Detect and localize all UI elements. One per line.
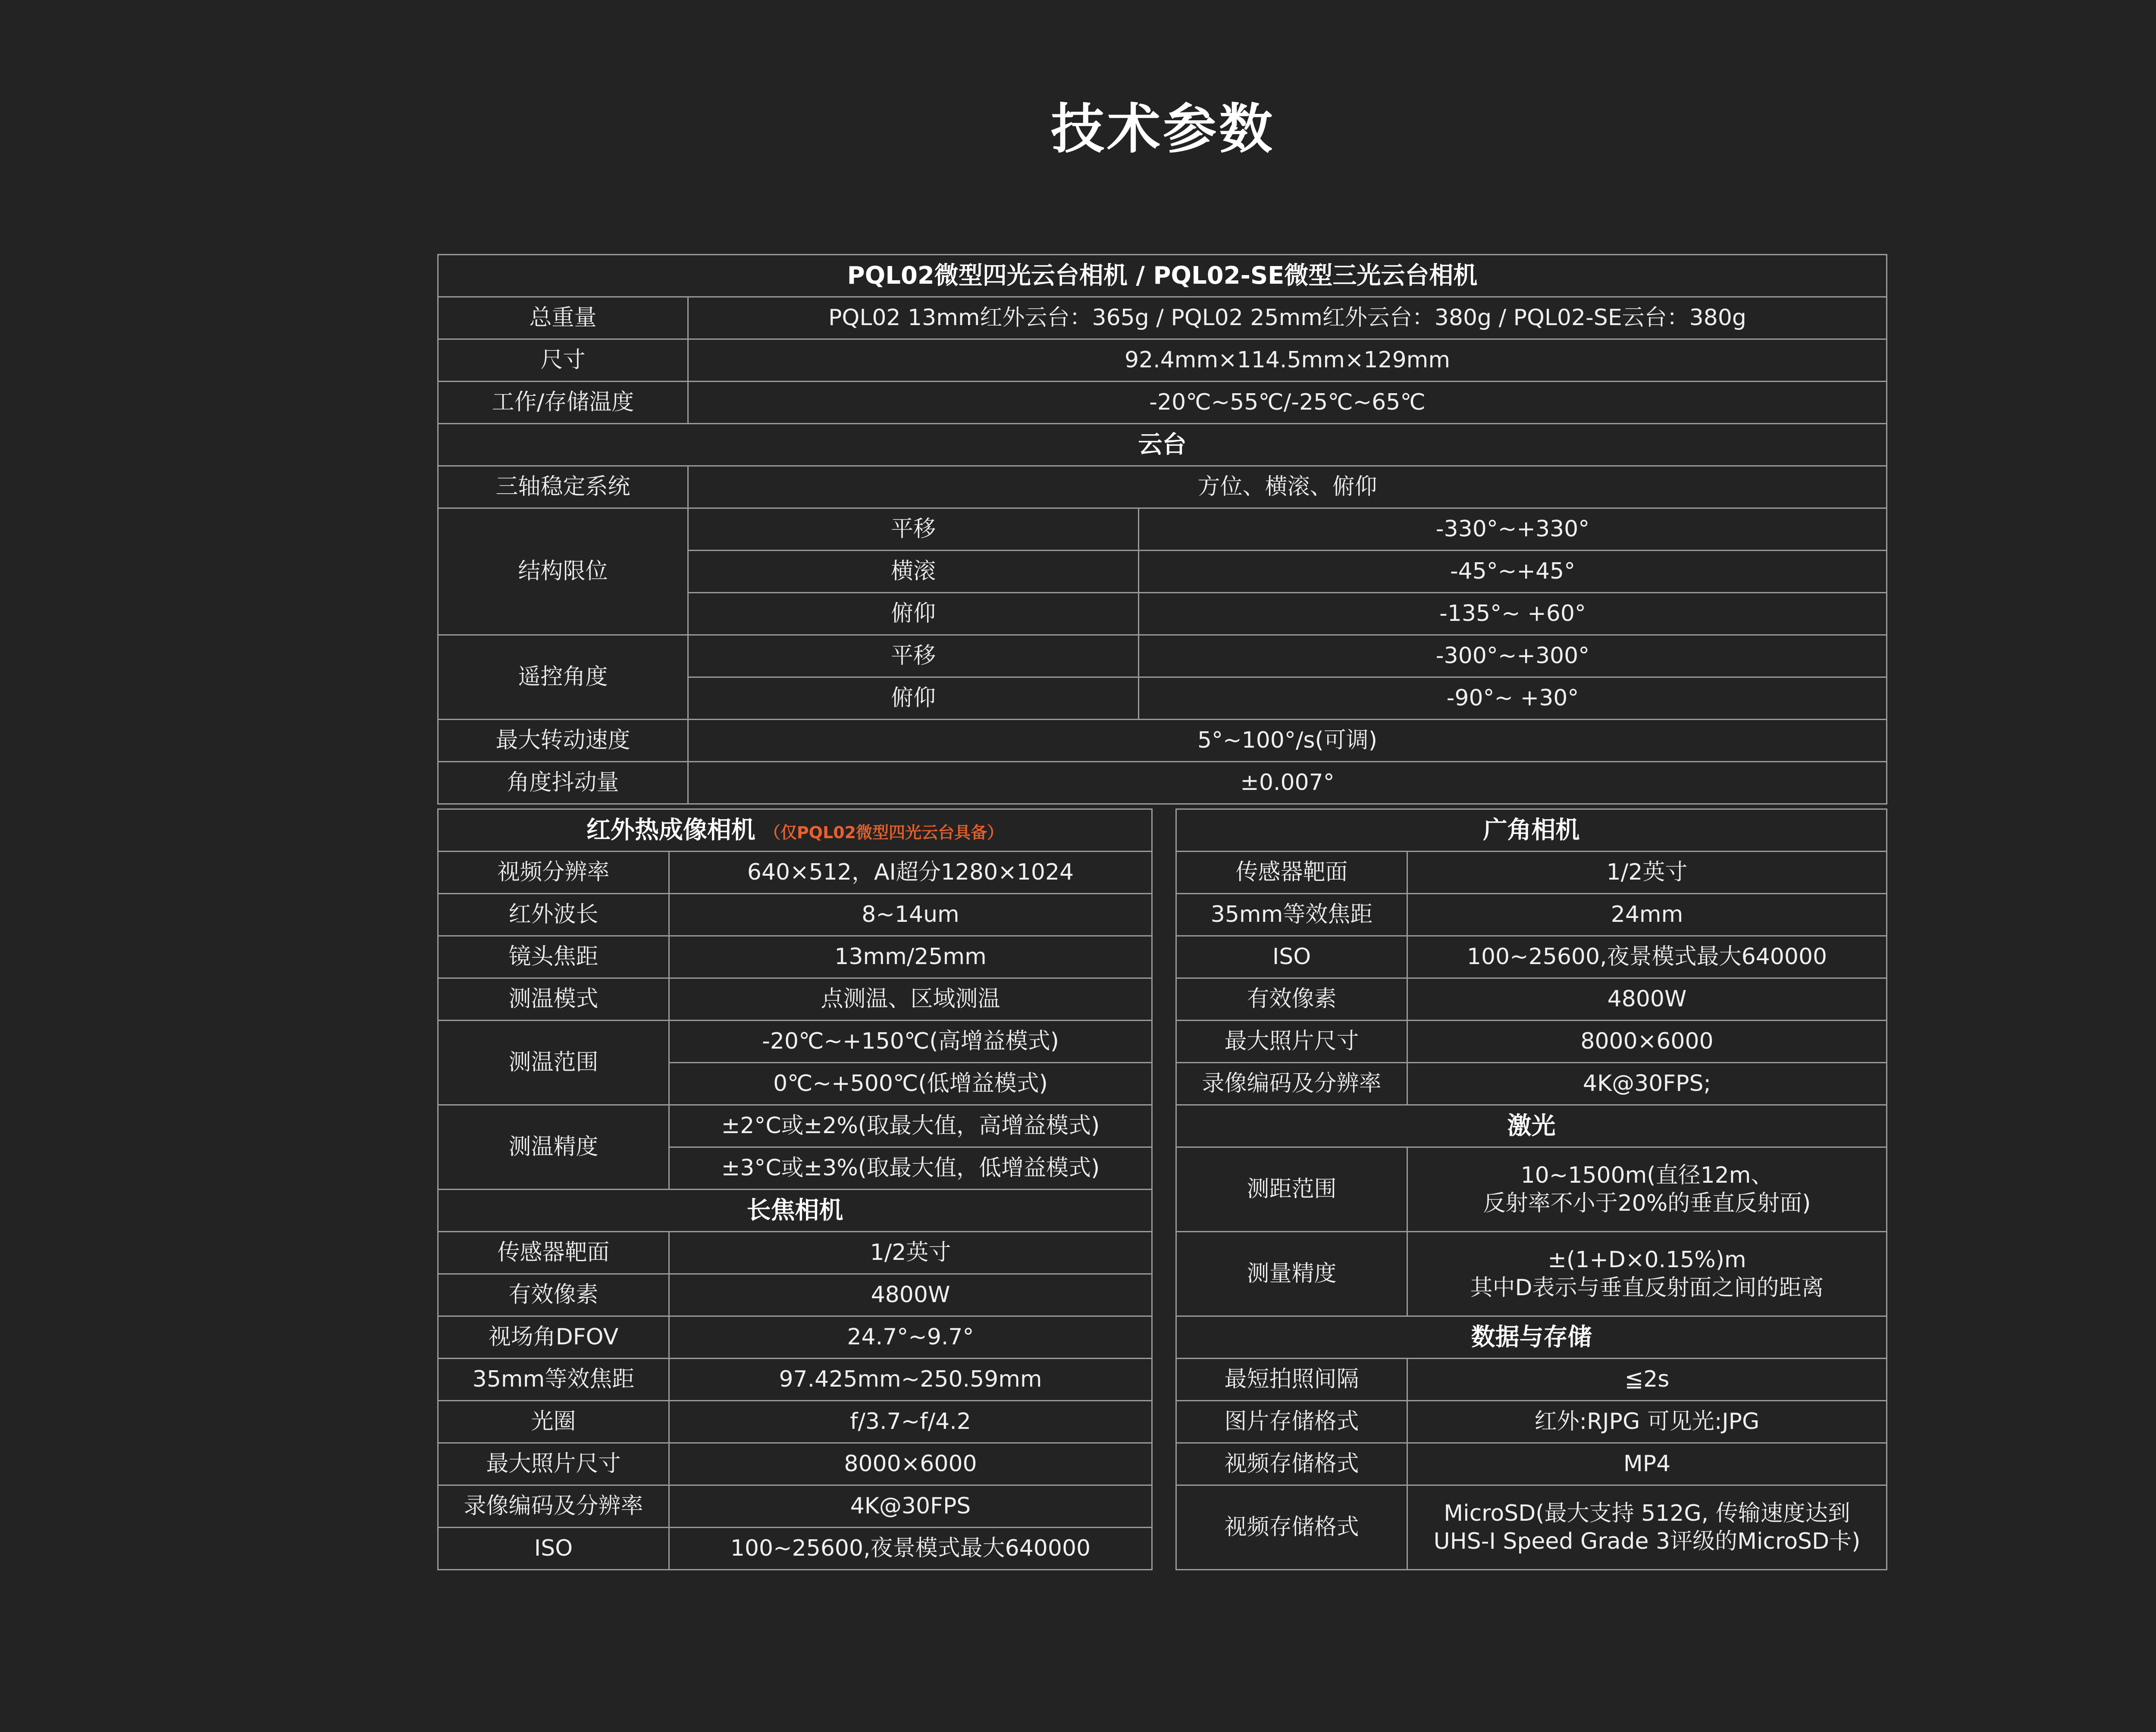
spec-label: 最大照片尺寸 <box>438 1443 669 1485</box>
spec-label: 镜头焦距 <box>438 936 669 978</box>
spec-value: 1/2英寸 <box>1407 852 1887 894</box>
spec-value: ±2°C或±2%(取最大值，高增益模式) <box>669 1105 1152 1147</box>
section-header-gimbal: 云台 <box>438 424 1887 466</box>
spec-label: 35mm等效焦距 <box>1176 894 1407 936</box>
table-row <box>1176 978 1887 1021</box>
spec-label: 测距范围 <box>1176 1147 1407 1232</box>
table-row <box>438 635 1887 677</box>
table-row <box>438 1359 1152 1401</box>
spec-label: 录像编码及分辨率 <box>1176 1063 1407 1105</box>
spec-label: 传感器靶面 <box>438 1232 669 1274</box>
spec-value: -330°~+330° <box>1139 508 1887 551</box>
spec-sub-label: 平移 <box>688 508 1139 551</box>
spec-value: 640×512，AI超分1280×1024 <box>669 852 1152 894</box>
table-row <box>438 1528 1152 1570</box>
spec-value: 8000×6000 <box>1407 1021 1887 1063</box>
spec-value: 4800W <box>1407 978 1887 1021</box>
spec-value <box>1407 1147 1887 1232</box>
table-row <box>1176 1485 1887 1570</box>
section-header-storage: 数据与存储 <box>1176 1316 1887 1359</box>
spec-sub-label: 俯仰 <box>688 677 1139 720</box>
table-row <box>438 255 1887 297</box>
spec-label: 视频存储格式 <box>1176 1485 1407 1570</box>
table-row <box>438 508 1887 551</box>
spec-value: -135°~ +60° <box>1139 593 1887 635</box>
spec-value <box>1407 1485 1887 1570</box>
table-row <box>1176 1316 1887 1359</box>
spec-value: -45°~+45° <box>1139 551 1887 593</box>
spec-value: 8000×6000 <box>669 1443 1152 1485</box>
spec-value <box>1407 1232 1887 1316</box>
spec-label: 视场角DFOV <box>438 1316 669 1359</box>
table-row <box>1176 1147 1887 1232</box>
spec-value: 4800W <box>669 1274 1152 1316</box>
spec-value: 点测温、区域测温 <box>669 978 1152 1021</box>
spec-value: 13mm/25mm <box>669 936 1152 978</box>
spec-value: 1/2英寸 <box>669 1232 1152 1274</box>
spec-value: 8~14um <box>669 894 1152 936</box>
spec-value: ≦2s <box>1407 1359 1887 1401</box>
table-row <box>438 1443 1152 1485</box>
spec-label-max-speed: 最大转动速度 <box>438 720 688 762</box>
spec-value-max-speed: 5°~100°/s(可调) <box>688 720 1887 762</box>
spec-value-line: 10~1500m(直径12m、 <box>1520 1162 1774 1188</box>
thermal-title: 红外热成像相机 <box>586 816 755 844</box>
spec-value-axes: 方位、横滚、俯仰 <box>688 466 1887 508</box>
table-row <box>1176 809 1887 852</box>
spec-label-jitter: 角度抖动量 <box>438 762 688 804</box>
table-row <box>438 978 1152 1021</box>
spec-label: 测温范围 <box>438 1021 669 1105</box>
section-header-thermal <box>438 809 1152 852</box>
table-row <box>1176 936 1887 978</box>
spec-value: MP4 <box>1407 1443 1887 1485</box>
spec-label: ISO <box>1176 936 1407 978</box>
spec-label: 视频分辨率 <box>438 852 669 894</box>
thermal-note: （仅PQL02微型四光云台具备） <box>764 823 1004 842</box>
spec-label: 图片存储格式 <box>1176 1401 1407 1443</box>
section-header-tele: 长焦相机 <box>438 1190 1152 1232</box>
spec-label-mech-limit: 结构限位 <box>438 508 688 635</box>
spec-table-general <box>437 254 1887 805</box>
spec-label-size: 尺寸 <box>438 339 688 382</box>
spec-label: 最短拍照间隔 <box>1176 1359 1407 1401</box>
spec-label-axes: 三轴稳定系统 <box>438 466 688 508</box>
table-row <box>1176 1063 1887 1105</box>
spec-value-line: UHS-I Speed Grade 3评级的MicroSD卡) <box>1433 1528 1861 1554</box>
spec-label: 测量精度 <box>1176 1232 1407 1316</box>
table-row <box>1176 1359 1887 1401</box>
table-row <box>1176 894 1887 936</box>
page-title: 技术参数 <box>1050 98 1275 160</box>
table-row <box>1176 1232 1887 1316</box>
spec-value: 100~25600,夜景模式最大640000 <box>1407 936 1887 978</box>
table-row <box>438 1316 1152 1359</box>
spec-value: ±3°C或±3%(取最大值，低增益模式) <box>669 1147 1152 1190</box>
spec-value: 4K@30FPS; <box>1407 1063 1887 1105</box>
table-row <box>438 382 1887 424</box>
table-row <box>438 339 1887 382</box>
spec-label: 最大照片尺寸 <box>1176 1021 1407 1063</box>
spec-label: 测温模式 <box>438 978 669 1021</box>
table-row <box>438 762 1887 804</box>
spec-value: -20℃~+150℃(高增益模式) <box>669 1021 1152 1063</box>
table-row <box>438 466 1887 508</box>
spec-value: 4K@30FPS <box>669 1485 1152 1528</box>
table-row <box>438 1190 1152 1232</box>
spec-value-line: 反射率不小于20%的垂直反射面) <box>1483 1190 1811 1216</box>
spec-label: 有效像素 <box>1176 978 1407 1021</box>
product-header: PQL02微型四光云台相机 / PQL02-SE微型三光云台相机 <box>438 255 1887 297</box>
section-header-laser: 激光 <box>1176 1105 1887 1147</box>
spec-value-line: 其中D表示与垂直反射面之间的距离 <box>1470 1275 1824 1301</box>
table-row <box>1176 1105 1887 1147</box>
spec-value: f/3.7~f/4.2 <box>669 1401 1152 1443</box>
table-row <box>438 1105 1152 1147</box>
spec-sub-label: 俯仰 <box>688 593 1139 635</box>
spec-label: 红外波长 <box>438 894 669 936</box>
spec-table-thermal-tele <box>437 808 1153 1570</box>
section-header-wide: 广角相机 <box>1176 809 1887 852</box>
spec-value: -300°~+300° <box>1139 635 1887 677</box>
spec-label-weight: 总重量 <box>438 297 688 339</box>
table-row <box>438 1021 1152 1063</box>
spec-label: 传感器靶面 <box>1176 852 1407 894</box>
spec-label: 35mm等效焦距 <box>438 1359 669 1401</box>
spec-value-line: ±(1+D×0.15%)m <box>1548 1247 1746 1273</box>
spec-label: ISO <box>438 1528 669 1570</box>
spec-label: 测温精度 <box>438 1105 669 1190</box>
spec-label: 录像编码及分辨率 <box>438 1485 669 1528</box>
spec-label-temp: 工作/存储温度 <box>438 382 688 424</box>
table-row <box>438 1401 1152 1443</box>
table-row <box>438 852 1152 894</box>
table-row <box>438 809 1152 852</box>
spec-value: 100~25600,夜景模式最大640000 <box>669 1528 1152 1570</box>
table-row <box>1176 1021 1887 1063</box>
spec-sub-label: 横滚 <box>688 551 1139 593</box>
spec-label: 光圈 <box>438 1401 669 1443</box>
spec-value: -90°~ +30° <box>1139 677 1887 720</box>
spec-sub-label: 平移 <box>688 635 1139 677</box>
spec-value-temp: -20℃~55℃/-25℃~65℃ <box>688 382 1887 424</box>
spec-value: 24.7°~9.7° <box>669 1316 1152 1359</box>
spec-label: 有效像素 <box>438 1274 669 1316</box>
table-row <box>438 936 1152 978</box>
spec-value: 红外:RJPG 可见光:JPG <box>1407 1401 1887 1443</box>
table-row <box>438 1485 1152 1528</box>
spec-value-jitter: ±0.007° <box>688 762 1887 804</box>
spec-value-line: MicroSD(最大支持 512G, 传输速度达到 <box>1444 1500 1850 1526</box>
table-row <box>438 720 1887 762</box>
table-row <box>1176 1401 1887 1443</box>
table-row <box>438 297 1887 339</box>
spec-value-size: 92.4mm×114.5mm×129mm <box>688 339 1887 382</box>
spec-table-wide-laser-storage <box>1175 808 1887 1570</box>
table-row <box>1176 852 1887 894</box>
table-row <box>438 424 1887 466</box>
table-row <box>438 1274 1152 1316</box>
spec-value-weight: PQL02 13mm红外云台：365g / PQL02 25mm红外云台：380g / PQL02-SE云台：380g <box>688 297 1887 339</box>
spec-label-remote-angle: 遥控角度 <box>438 635 688 720</box>
table-row <box>438 894 1152 936</box>
spec-value: 97.425mm~250.59mm <box>669 1359 1152 1401</box>
table-row <box>1176 1443 1887 1485</box>
spec-value: 0℃~+500℃(低增益模式) <box>669 1063 1152 1105</box>
spec-value: 24mm <box>1407 894 1887 936</box>
table-row <box>438 1232 1152 1274</box>
spec-label: 视频存储格式 <box>1176 1443 1407 1485</box>
